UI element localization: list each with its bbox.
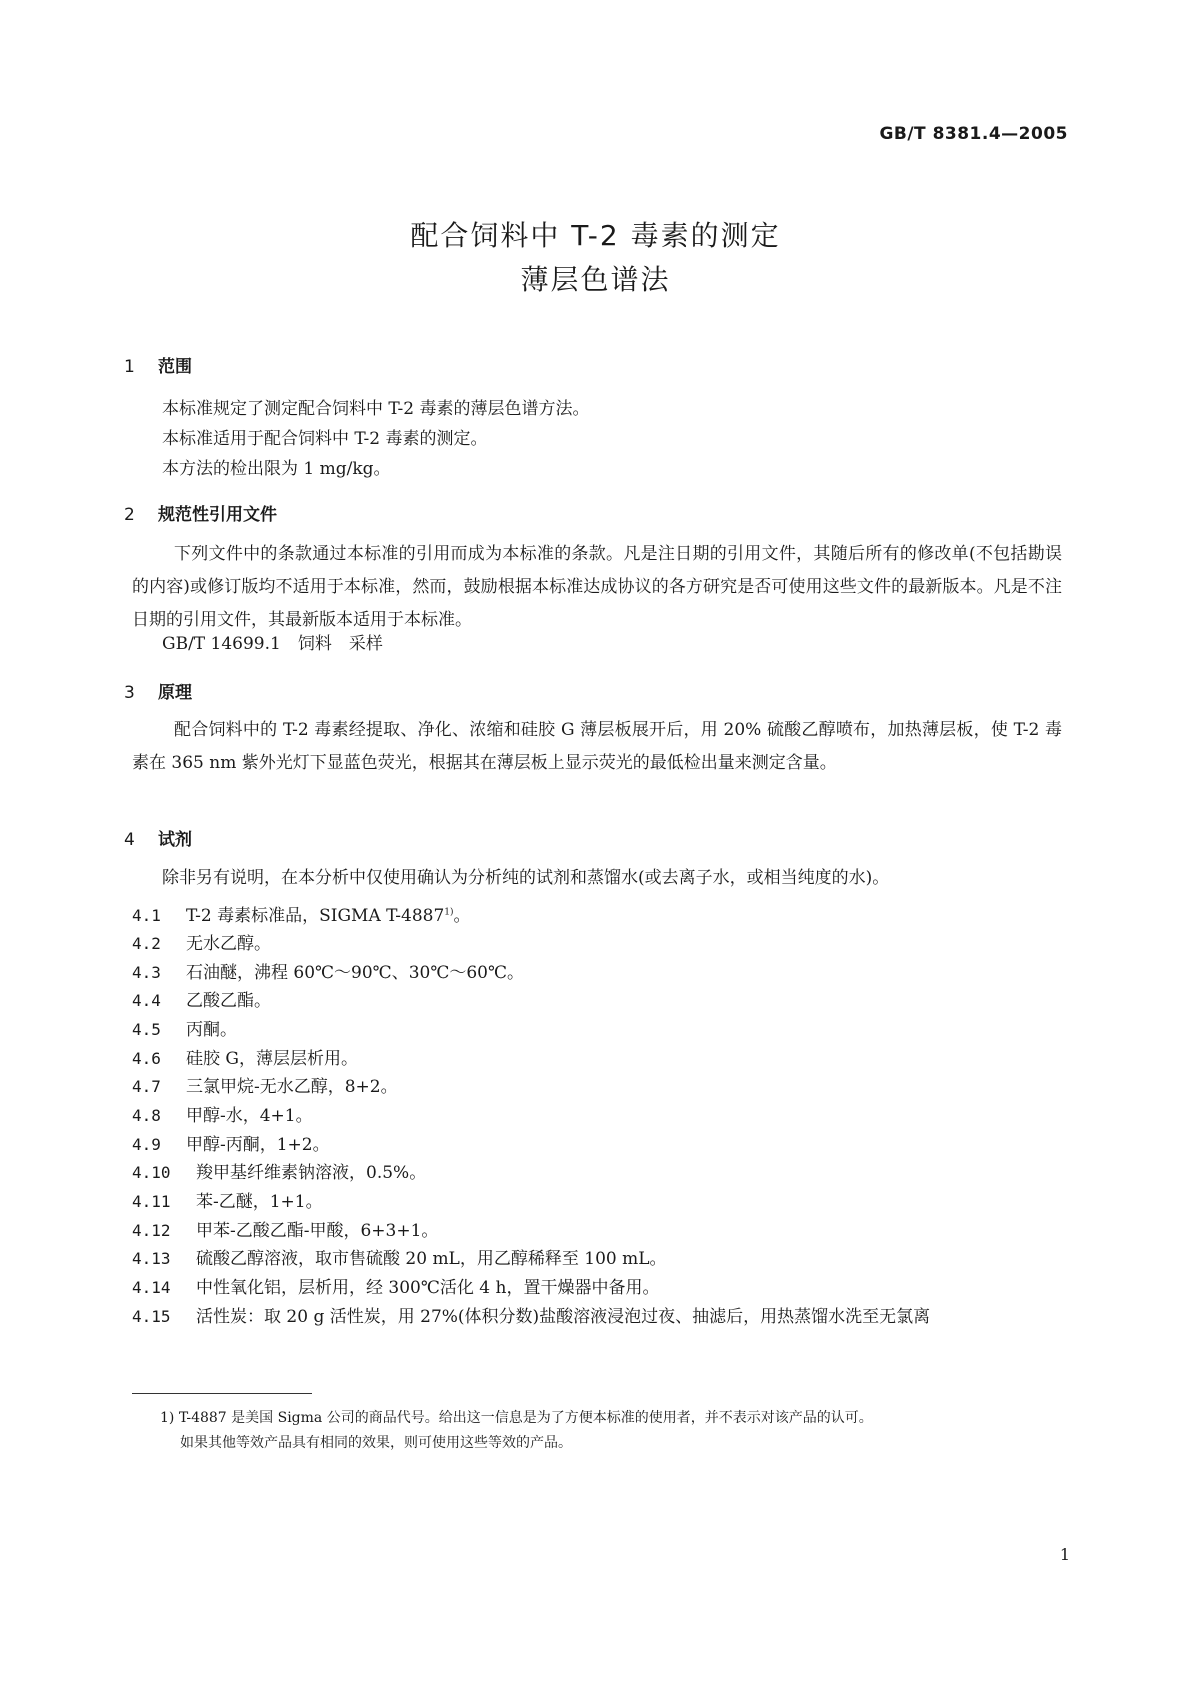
item-text: 甲苯-乙酸乙酯-甲酸，6+3+1。 — [196, 1221, 439, 1241]
item-number: 4.7 — [132, 1077, 161, 1096]
item-number: 4.9 — [132, 1135, 161, 1154]
section-heading-principle — [124, 678, 192, 703]
item-text: 丙酮。 — [186, 1020, 237, 1040]
reagent-item — [132, 1187, 323, 1212]
item-number: 4.12 — [132, 1221, 171, 1240]
item-number: 4.1 — [132, 906, 161, 925]
item-text: 硅胶 G，薄层层析用。 — [186, 1049, 358, 1069]
item-number: 4.2 — [132, 934, 161, 953]
reagent-item — [132, 1244, 667, 1269]
footnote-line: 1) T-4887 是美国 Sigma 公司的商品代号。给出这一信息是为了方便本标准的使用者，并不表示对该产品的认可。 — [160, 1410, 873, 1426]
item-number: 4.10 — [132, 1163, 171, 1182]
item-text: 石油醚，沸程 60℃～90℃、30℃～60℃。 — [186, 963, 524, 983]
section-number: 2 — [124, 505, 135, 525]
footnote-divider — [132, 1393, 312, 1394]
item-number: 4.3 — [132, 963, 161, 982]
reagent-item — [132, 1072, 398, 1097]
reagent-item — [132, 1273, 659, 1298]
reagent-item — [132, 1216, 438, 1241]
reagent-item — [132, 958, 524, 983]
item-number: 4.11 — [132, 1192, 171, 1211]
reagent-item — [132, 986, 271, 1011]
reagent-item — [132, 929, 271, 954]
item-text: T-2 毒素标准品，SIGMA T-4887 — [186, 906, 445, 926]
item-text: 硫酸乙醇溶液，取市售硫酸 20 mL，用乙醇稀释至 100 mL。 — [196, 1249, 667, 1269]
item-text: 三氯甲烷-无水乙醇，8+2。 — [186, 1077, 398, 1097]
section-title: 范围 — [158, 357, 192, 377]
item-number: 4.15 — [132, 1307, 171, 1326]
item-number: 4.13 — [132, 1249, 171, 1268]
section-number: 3 — [124, 683, 135, 703]
item-text: 甲醇-丙酮，1+2。 — [186, 1135, 330, 1155]
section-number: 1 — [124, 357, 135, 377]
footnote-ref: 1) — [444, 907, 454, 918]
reagent-item — [132, 1158, 426, 1183]
principle-paragraph: 配合饲料中的 T-2 毒素经提取、净化、浓缩和硅胶 G 薄层板展开后，用 20% 硫酸乙醇喷布，加热薄层板，使 T-2 毒素在 365 nm 紫外光灯下显蓝色荧光，根据其在薄层板上显示荧光的最低检出量来测定含量。 — [132, 720, 1062, 773]
item-number: 4.4 — [132, 991, 161, 1010]
section-heading-scope — [124, 352, 192, 377]
item-number: 4.5 — [132, 1020, 161, 1039]
item-text: 苯-乙醚，1+1。 — [196, 1192, 323, 1212]
item-text: 无水乙醇。 — [186, 934, 271, 954]
item-text: 中性氧化铝，层析用，经 300℃活化 4 h，置干燥器中备用。 — [196, 1278, 660, 1298]
reagent-item — [132, 1302, 930, 1327]
scope-line: 本标准适用于配合饲料中 T-2 毒素的测定。 — [162, 429, 488, 449]
item-text-tail: 。 — [453, 906, 471, 926]
reagent-item — [132, 1101, 313, 1126]
item-number: 4.8 — [132, 1106, 161, 1125]
reagent-item — [132, 901, 471, 926]
references-paragraph: 下列文件中的条款通过本标准的引用而成为本标准的条款。凡是注日期的引用文件，其随后所有的修改单(不包括勘误的内容)或修订版均不适用于本标准，然而，鼓励根据本标准达成协议的各方研究是否可使用这些文件的最新版本。凡是不注日期的引用文件，其最新版本适用于本标准。 — [132, 544, 1062, 630]
section-heading-reagents — [124, 825, 192, 850]
section-number: 4 — [124, 830, 135, 850]
reagent-item — [132, 1044, 358, 1069]
reference-entry: GB/T 14699.1 饲料 采样 — [162, 634, 383, 654]
item-number: 4.14 — [132, 1278, 171, 1297]
section-title: 试剂 — [158, 830, 192, 850]
section-heading-references — [124, 500, 277, 525]
item-text: 活性炭：取 20 g 活性炭，用 27%(体积分数)盐酸溶液浸泡过夜、抽滤后，用热蒸馏水洗至无氯离 — [196, 1307, 931, 1327]
item-text: 羧甲基纤维素钠溶液，0.5%。 — [196, 1163, 427, 1183]
item-number: 4.6 — [132, 1049, 161, 1068]
document-subtitle: 薄层色谱法 — [520, 263, 671, 296]
reagent-item — [132, 1130, 330, 1155]
standard-number: GB/T 8381.4—2005 — [879, 124, 1068, 144]
section-title: 规范性引用文件 — [158, 505, 277, 525]
item-text: 乙酸乙酯。 — [186, 991, 271, 1011]
scope-line: 本标准规定了测定配合饲料中 T-2 毒素的薄层色谱方法。 — [162, 399, 590, 419]
reagents-intro: 除非另有说明，在本分析中仅使用确认为分析纯的试剂和蒸馏水(或去离子水，或相当纯度的水)。 — [162, 868, 890, 888]
reagent-item — [132, 1015, 237, 1040]
page-number: 1 — [1059, 1545, 1070, 1564]
section-title: 原理 — [158, 683, 192, 703]
item-text: 甲醇-水，4+1。 — [186, 1106, 313, 1126]
document-title: 配合饲料中 T-2 毒素的测定 — [410, 219, 781, 252]
scope-line: 本方法的检出限为 1 mg/kg。 — [162, 459, 391, 479]
footnote-line: 如果其他等效产品具有相同的效果，则可使用这些等效的产品。 — [180, 1435, 572, 1451]
